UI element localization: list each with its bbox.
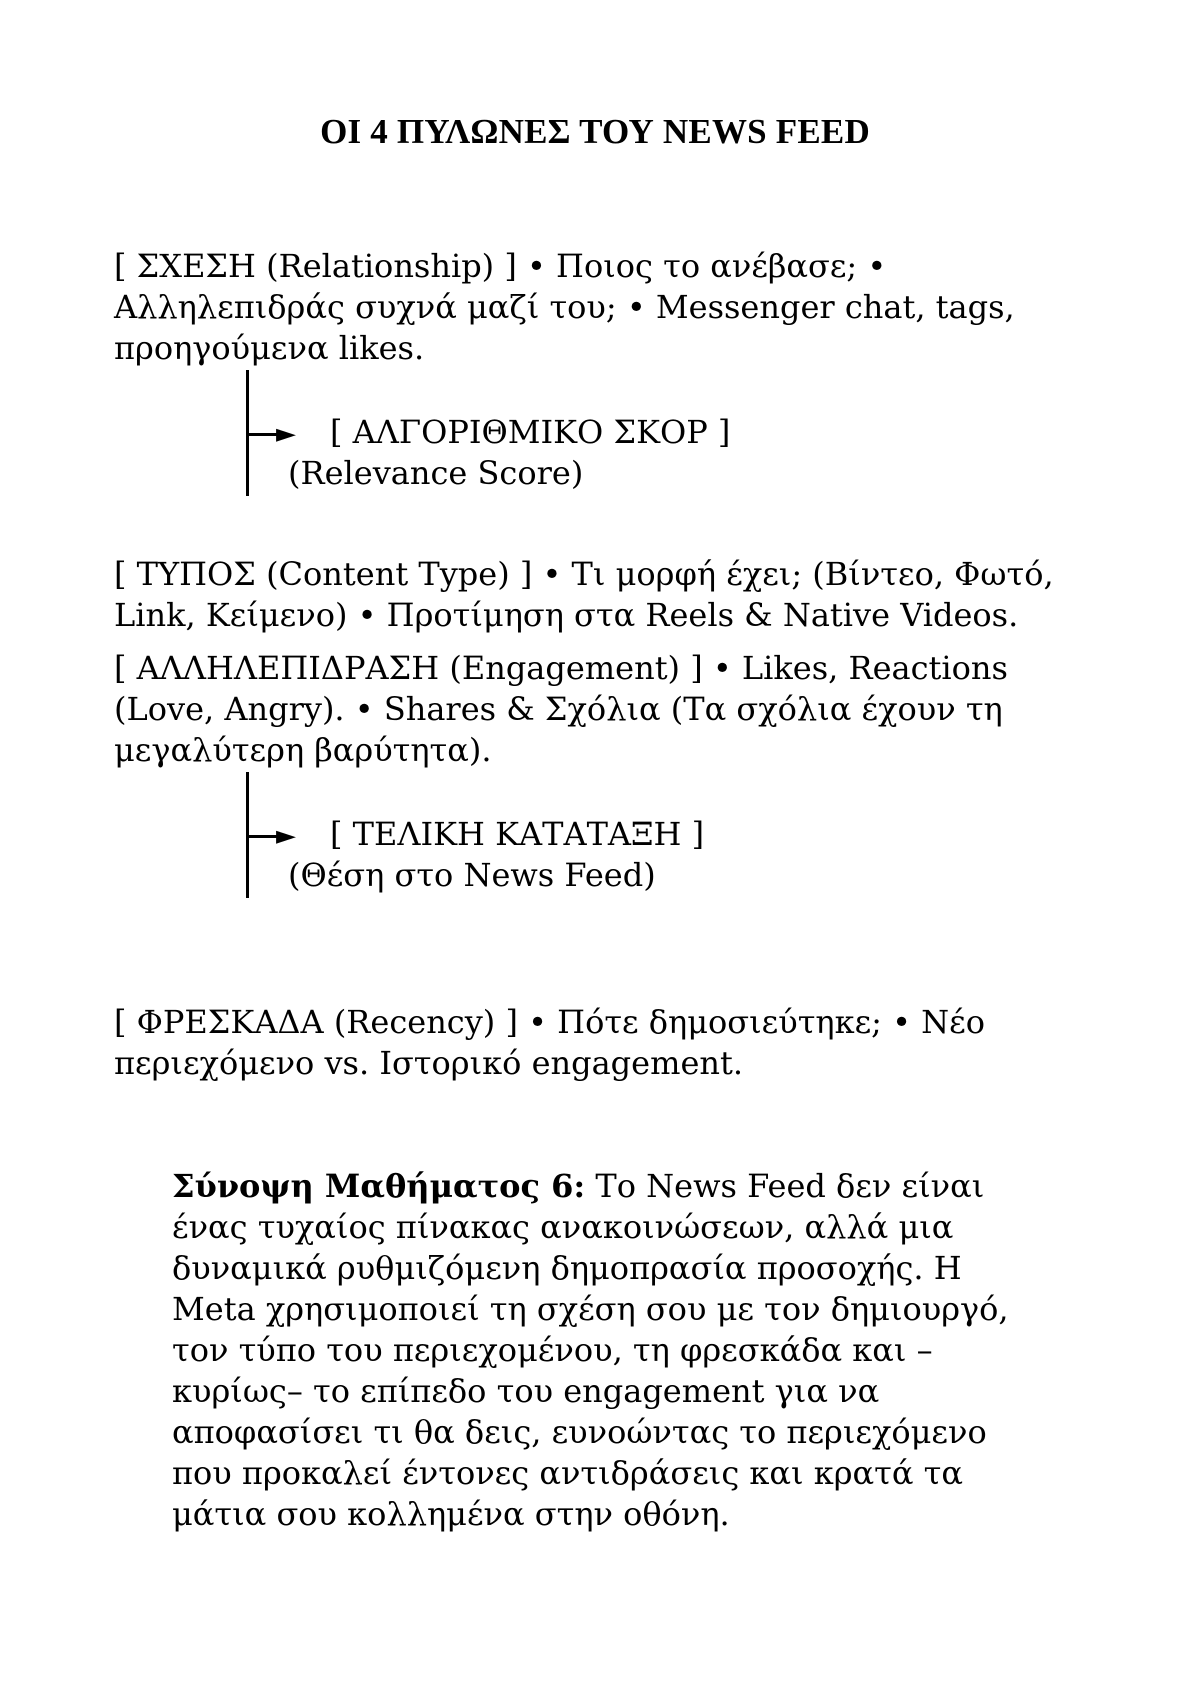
flow-connector-final-ranking [246, 772, 846, 902]
horizontal-connector-line [246, 433, 280, 436]
flow-label-final-ranking: [ ΤΕΛΙΚΗ ΚΑΤΑΤΑΞΗ ] [330, 815, 705, 853]
flow-sublabel-relevance-score: (Relevance Score) [288, 454, 584, 492]
flow-label-algorithmic-score: [ ΑΛΓΟΡΙΘΜΙΚΟ ΣΚΟΡ ] [330, 413, 731, 451]
summary-text: Το News Feed δεν είναι ένας τυχαίος πίνακας ανακοινώσεων, αλλά μια δυναμικά ρυθμιζόμενη δημοπρασία προσοχής. Η Meta χρησιμοποιεί τη σχέση σου με τον δημιουργό, τον τύπο του περιεχομένου, τη φρεσκάδα και –κυρίως– το επίπεδο του engagement για να αποφασίσει τι θα δεις, ευνοώντας το περιεχόμενο που προκαλεί έντονες αντιδράσεις και κρατά τα μάτια σου κολλημένα στην οθόνη. [172, 1167, 1009, 1533]
pillar-recency: [ ΦΡΕΣΚΑΔΑ (Recency) ] • Πότε δημοσιεύτηκε; • Νέο περιεχόμενο vs. Ιστορικό engagement. [114, 1003, 985, 1082]
page-title: ΟΙ 4 ΠΥΛΩΝΕΣ ΤΟΥ NEWS FEED [320, 112, 870, 151]
arrow-right-icon: ► [276, 821, 296, 851]
pillar-relationship: [ ΣΧΕΣΗ (Relationship) ] • Ποιος το ανέβασε; • Αλληλεπιδράς συχνά μαζί του; • Messenger chat, tags, προηγούμενα likes. [114, 247, 1015, 367]
flow-sublabel-news-feed-position: (Θέση στο News Feed) [288, 856, 656, 894]
lesson-summary [172, 1166, 1032, 1535]
arrow-right-icon: ► [276, 419, 296, 449]
summary-heading: Σύνοψη Μαθήματος 6: [172, 1167, 586, 1205]
horizontal-connector-line [246, 835, 280, 838]
pillar-engagement: [ ΑΛΛΗΛΕΠΙΔΡΑΣΗ (Engagement) ] • Likes, Reactions (Love, Angry). • Shares & Σχόλια (Τα σχόλια έχουν τη μεγαλύτερη βαρύτητα). [114, 649, 1008, 769]
flow-connector-relevance-score [246, 370, 846, 500]
pillar-content-type: [ ΤΥΠΟΣ (Content Type) ] • Τι μορφή έχει; (Βίντεο, Φωτό, Link, Κείμενο) • Προτίμηση στα Reels & Native Videos. [114, 555, 1054, 634]
